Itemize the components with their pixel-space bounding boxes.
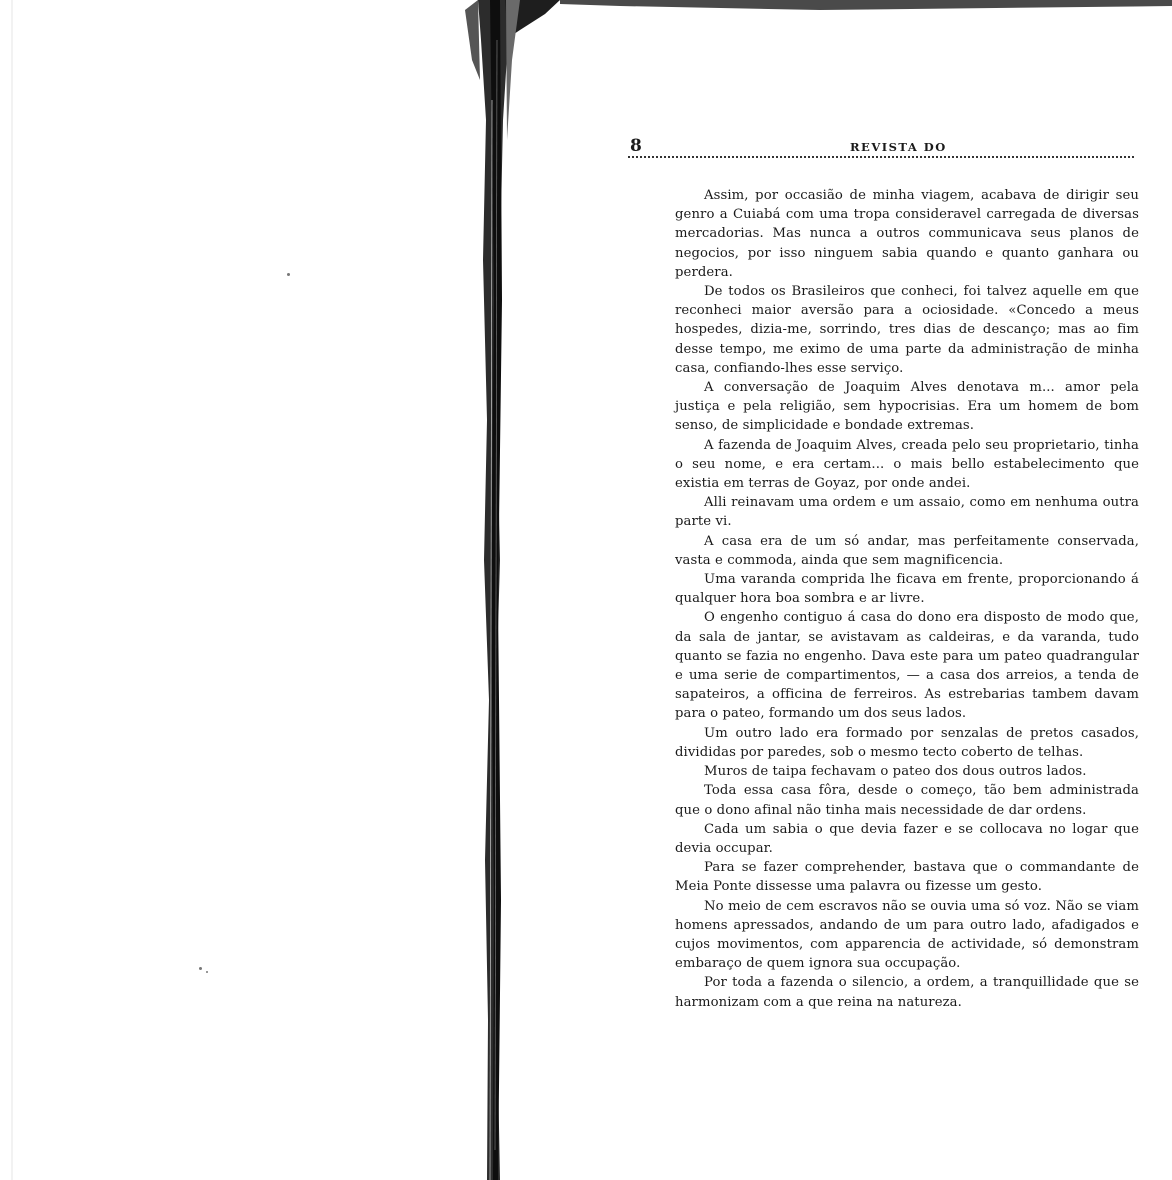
running-title: REVISTA DO xyxy=(850,140,947,154)
scan-speck xyxy=(287,273,290,276)
paragraph: De todos os Brasileiros que conheci, foi talvez aquelle em que reconheci maior aversão para a ociosidade. «Concedo a meus hospedes, dizia-me, sorrindo, tres dias de descanço; mas ao fim desse tempo, me eximo de uma parte da administração de minha casa, confiando-lhes esse serviço. xyxy=(675,284,1139,376)
paragraph: A conversação de Joaquim Alves denotava m... amor pela justiça e pela religião, sem hypocrisias. Era um homem de bom senso, de simplicidade e bondade extremas. xyxy=(675,380,1139,434)
running-head xyxy=(628,132,1134,158)
paragraph: O engenho contiguo á casa do dono era disposto de modo que, da sala de jantar, se avistavam as caldeiras, e da varanda, tudo quanto se fazia no engenho. Dava este para um pateo quadrangular e uma serie de compartimentos, — a casa dos arreios, a tenda de sapateiros, a officina de ferreiros. As estrebarias tambem davam para o pateo, formando um dos seus lados. xyxy=(675,610,1139,722)
paragraph: Por toda a fazenda o silencio, a ordem, a tranquillidade que se harmonizam com a que reina na natureza. xyxy=(675,975,1139,1010)
body-text xyxy=(675,186,1139,1012)
paragraph: No meio de cem escravos não se ouvia uma só voz. Não se viam homens apressados, andando de um para outro lado, afadigados e cujos movimentos, com apparencia de actividade, só demonstram embaraço de quem ignora sua occupação. xyxy=(675,898,1139,972)
paragraph: Muros de taipa fechavam o pateo dos dous outros lados. xyxy=(704,764,1087,780)
paragraph: A casa era de um só andar, mas perfeitamente conservada, vasta e commoda, ainda que sem magnificencia. xyxy=(675,533,1139,568)
book-page xyxy=(620,132,1140,1010)
scan-speck xyxy=(199,967,202,970)
scan-speck xyxy=(206,971,208,973)
paragraph: Toda essa casa fôra, desde o começo, tão bem administrada que o dono afinal não tinha mais necessidade de dar ordens. xyxy=(675,783,1139,818)
paragraph: A fazenda de Joaquim Alves, creada pelo seu proprietario, tinha o seu nome, e era certam... o mais bello estabelecimento que existia em terras de Goyaz, por onde andei. xyxy=(675,437,1139,492)
paragraph: Uma varanda comprida lhe ficava em frente, proporcionando á qualquer hora boa sombra e ar livre. xyxy=(675,572,1139,607)
paragraph: Um outro lado era formado por senzalas de pretos casados, divididas por paredes, sob o mesmo tecto coberto de telhas. xyxy=(675,725,1139,760)
paragraph: Alli reinavam uma ordem e um assaio, como em nenhuma outra parte vi. xyxy=(675,495,1139,530)
paragraph: Assim, por occasião de minha viagem, acabava de dirigir seu genro a Cuiabá com uma tropa consideravel carregada de diversas mercadorias. Mas nunca a outros communicava seus planos de negocios, por isso ninguem sabia quando e quanto ganhara ou perdera. xyxy=(675,188,1139,280)
page-number: 8 xyxy=(630,136,642,156)
paragraph: Para se fazer comprehender, bastava que o commandante de Meia Ponte dissesse uma palavra ou fizesse um gesto. xyxy=(675,860,1139,895)
paragraph: Cada um sabia o que devia fazer e se collocava no logar que devia occupar. xyxy=(675,821,1139,856)
